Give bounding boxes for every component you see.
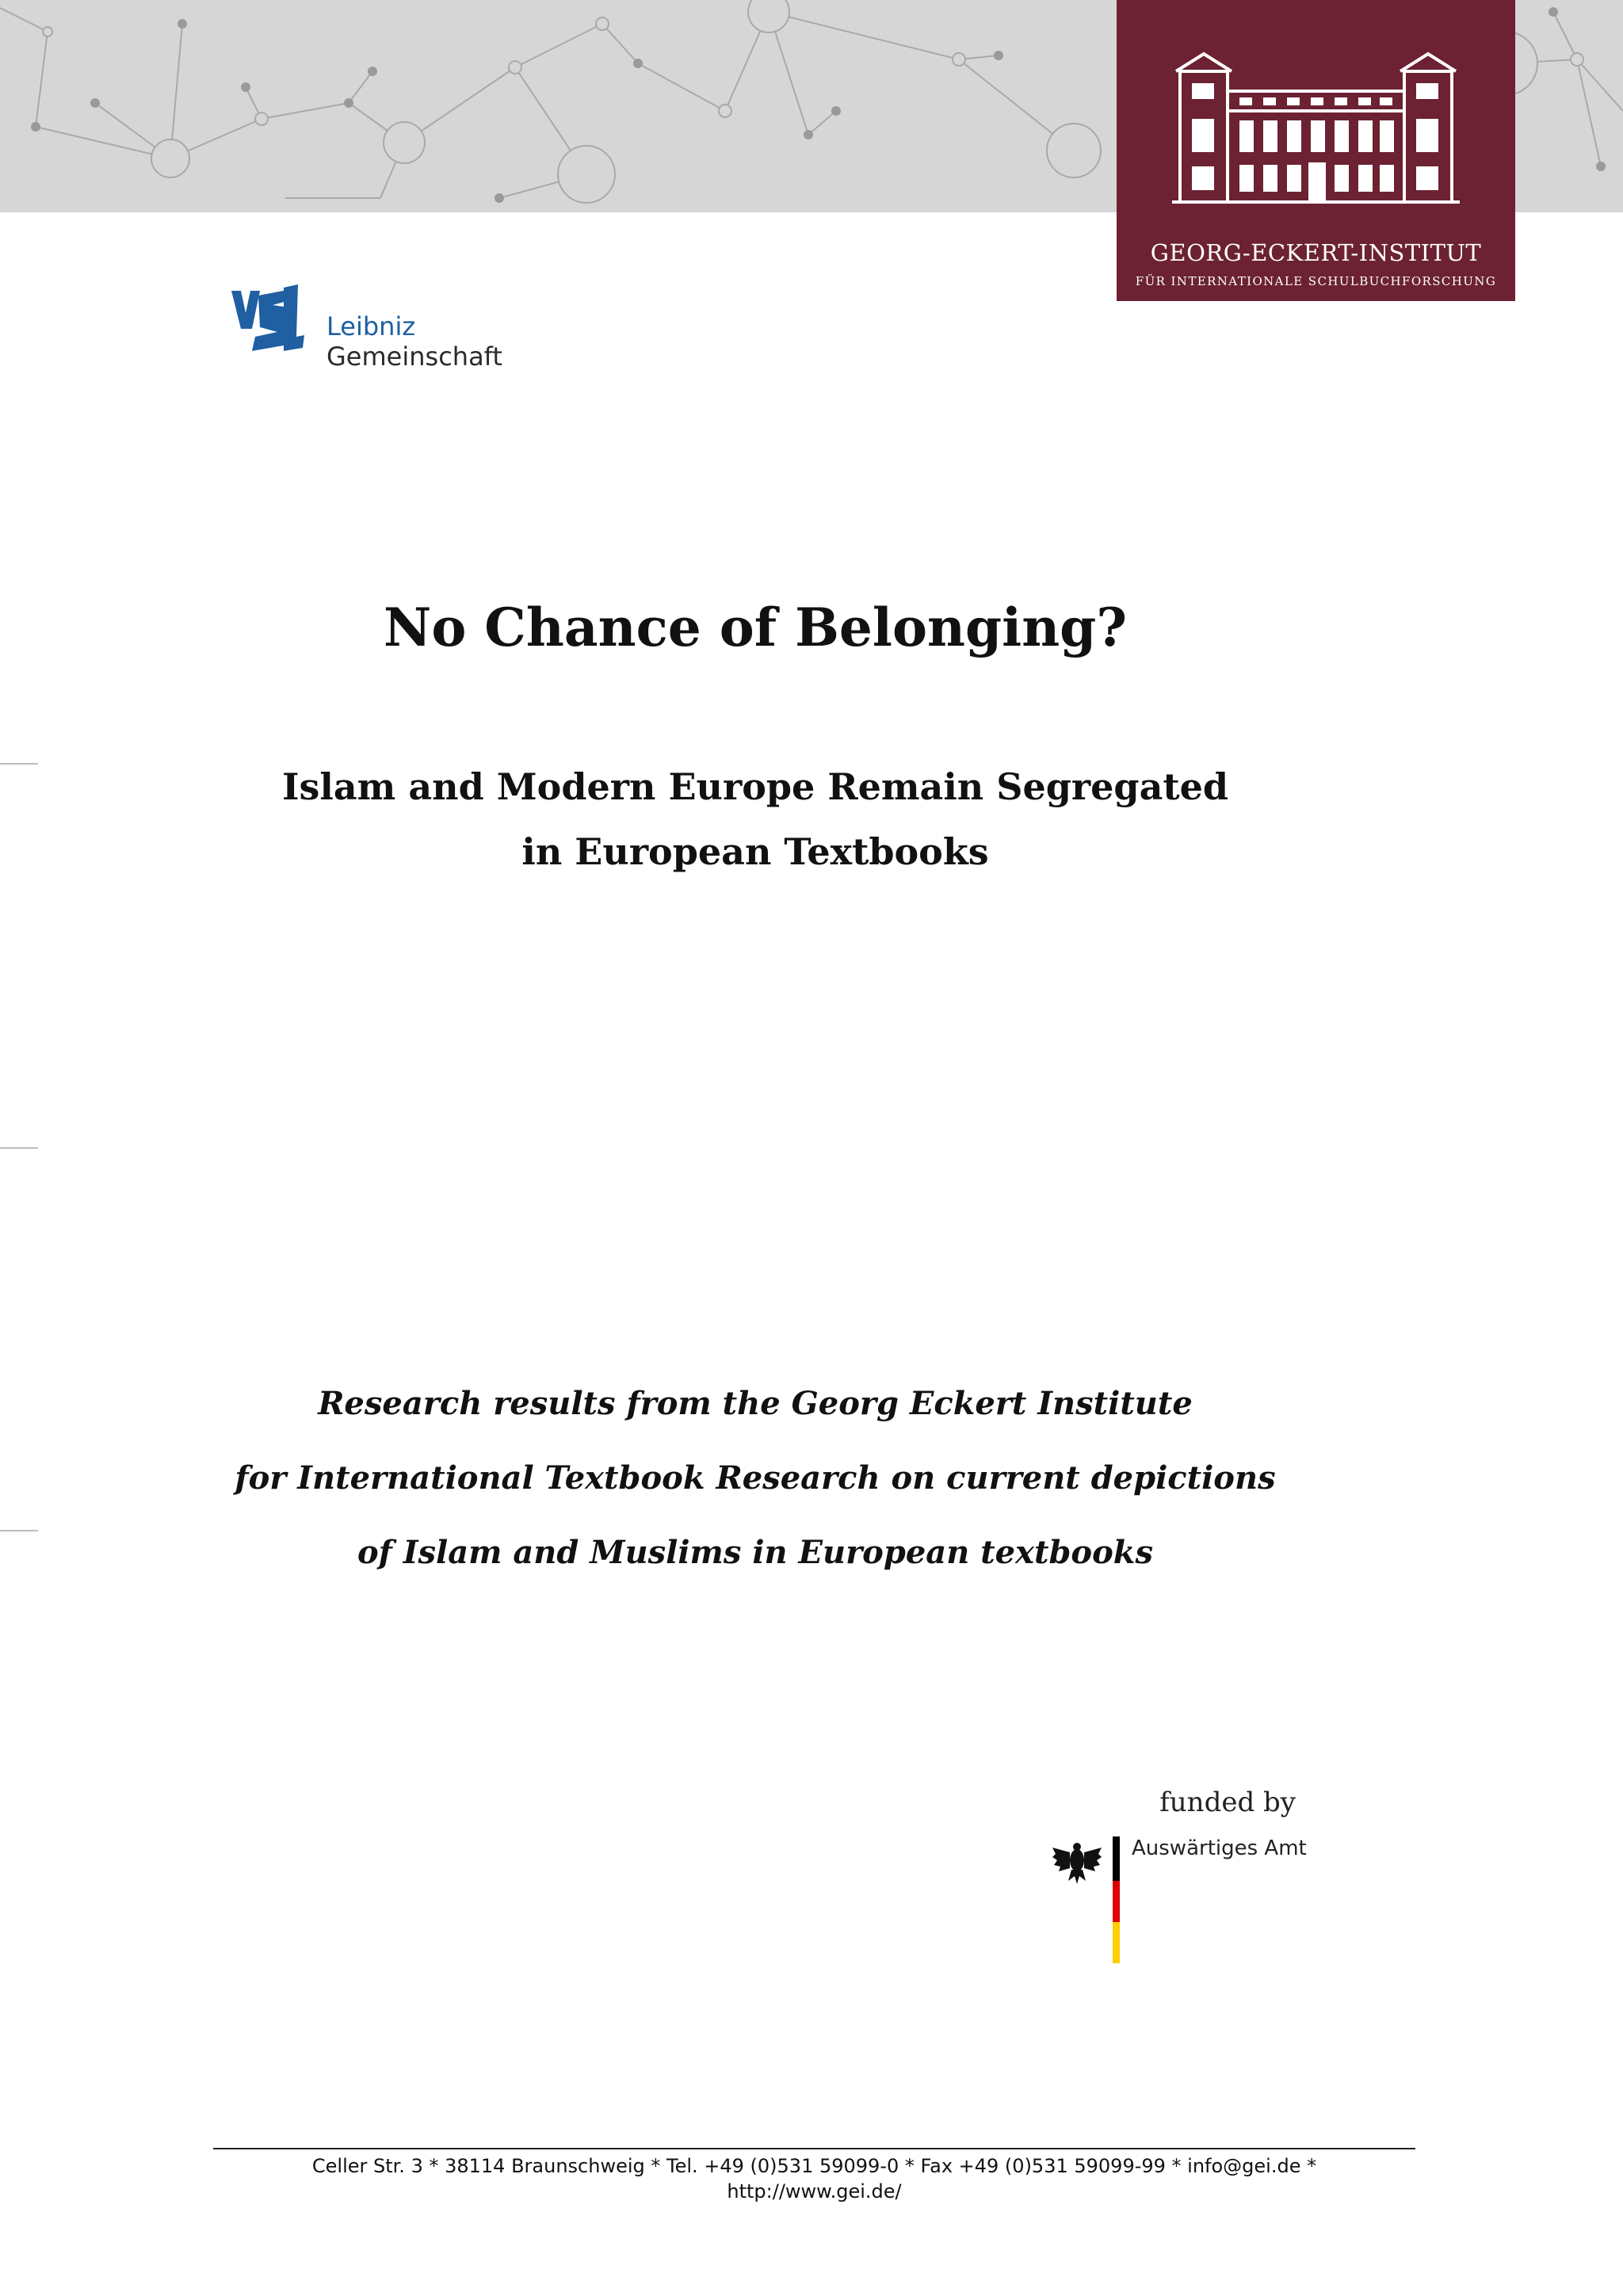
leibniz-logo: [228, 281, 502, 372]
leibniz-line2: Gemeinschaft: [327, 341, 502, 372]
page-title: No Chance of Belonging?: [383, 597, 1128, 658]
institute-subtitle: FÜR INTERNATIONALE SCHULBUCHFORSCHUNG: [1135, 274, 1497, 288]
research-line: Research results from the Georg Eckert Institute: [318, 1385, 1193, 1422]
flag-bar-gold: [1113, 1922, 1120, 1963]
funded-by-label: funded by: [1159, 1787, 1296, 1818]
page-subtitle: [0, 754, 1510, 884]
research-line: of Islam and Muslims in European textbooks: [357, 1534, 1154, 1571]
research-line: for International Textbook Research on current depictions: [235, 1459, 1276, 1497]
building-icon: [1172, 48, 1460, 214]
federal-eagle-icon: [1051, 1836, 1103, 1889]
flag-bar-red: [1113, 1881, 1120, 1922]
footer-url[interactable]: http://www.gei.de/: [727, 2180, 902, 2203]
gei-logo: [1117, 0, 1515, 301]
research-description: [0, 1367, 1510, 1590]
building-windows: [1239, 97, 1394, 202]
institute-name: GEORG-ECKERT-INSTITUT: [1150, 239, 1482, 266]
footer-divider: [213, 2148, 1415, 2149]
footer-address: Celler Str. 3 * 38114 Braunschweig * Tel. +49 (0)531 59099-0 * Fax +49 (0)531 59099-99 * info@gei.de *: [311, 2155, 1317, 2177]
fold-mark: [0, 1147, 38, 1149]
subtitle-line: in European Textbooks: [521, 830, 989, 873]
auswaertiges-amt-logo: [1048, 1836, 1317, 1971]
leibniz-wordmark: [327, 311, 502, 372]
flag-bar-black: [1113, 1836, 1120, 1881]
subtitle-line: Islam and Modern Europe Remain Segregated: [281, 765, 1229, 808]
leibniz-line1: Leibniz: [327, 311, 416, 341]
footer: [213, 2153, 1415, 2204]
funder-name: Auswärtiges Amt: [1132, 1836, 1307, 1860]
leibniz-mark-icon: [228, 281, 307, 360]
